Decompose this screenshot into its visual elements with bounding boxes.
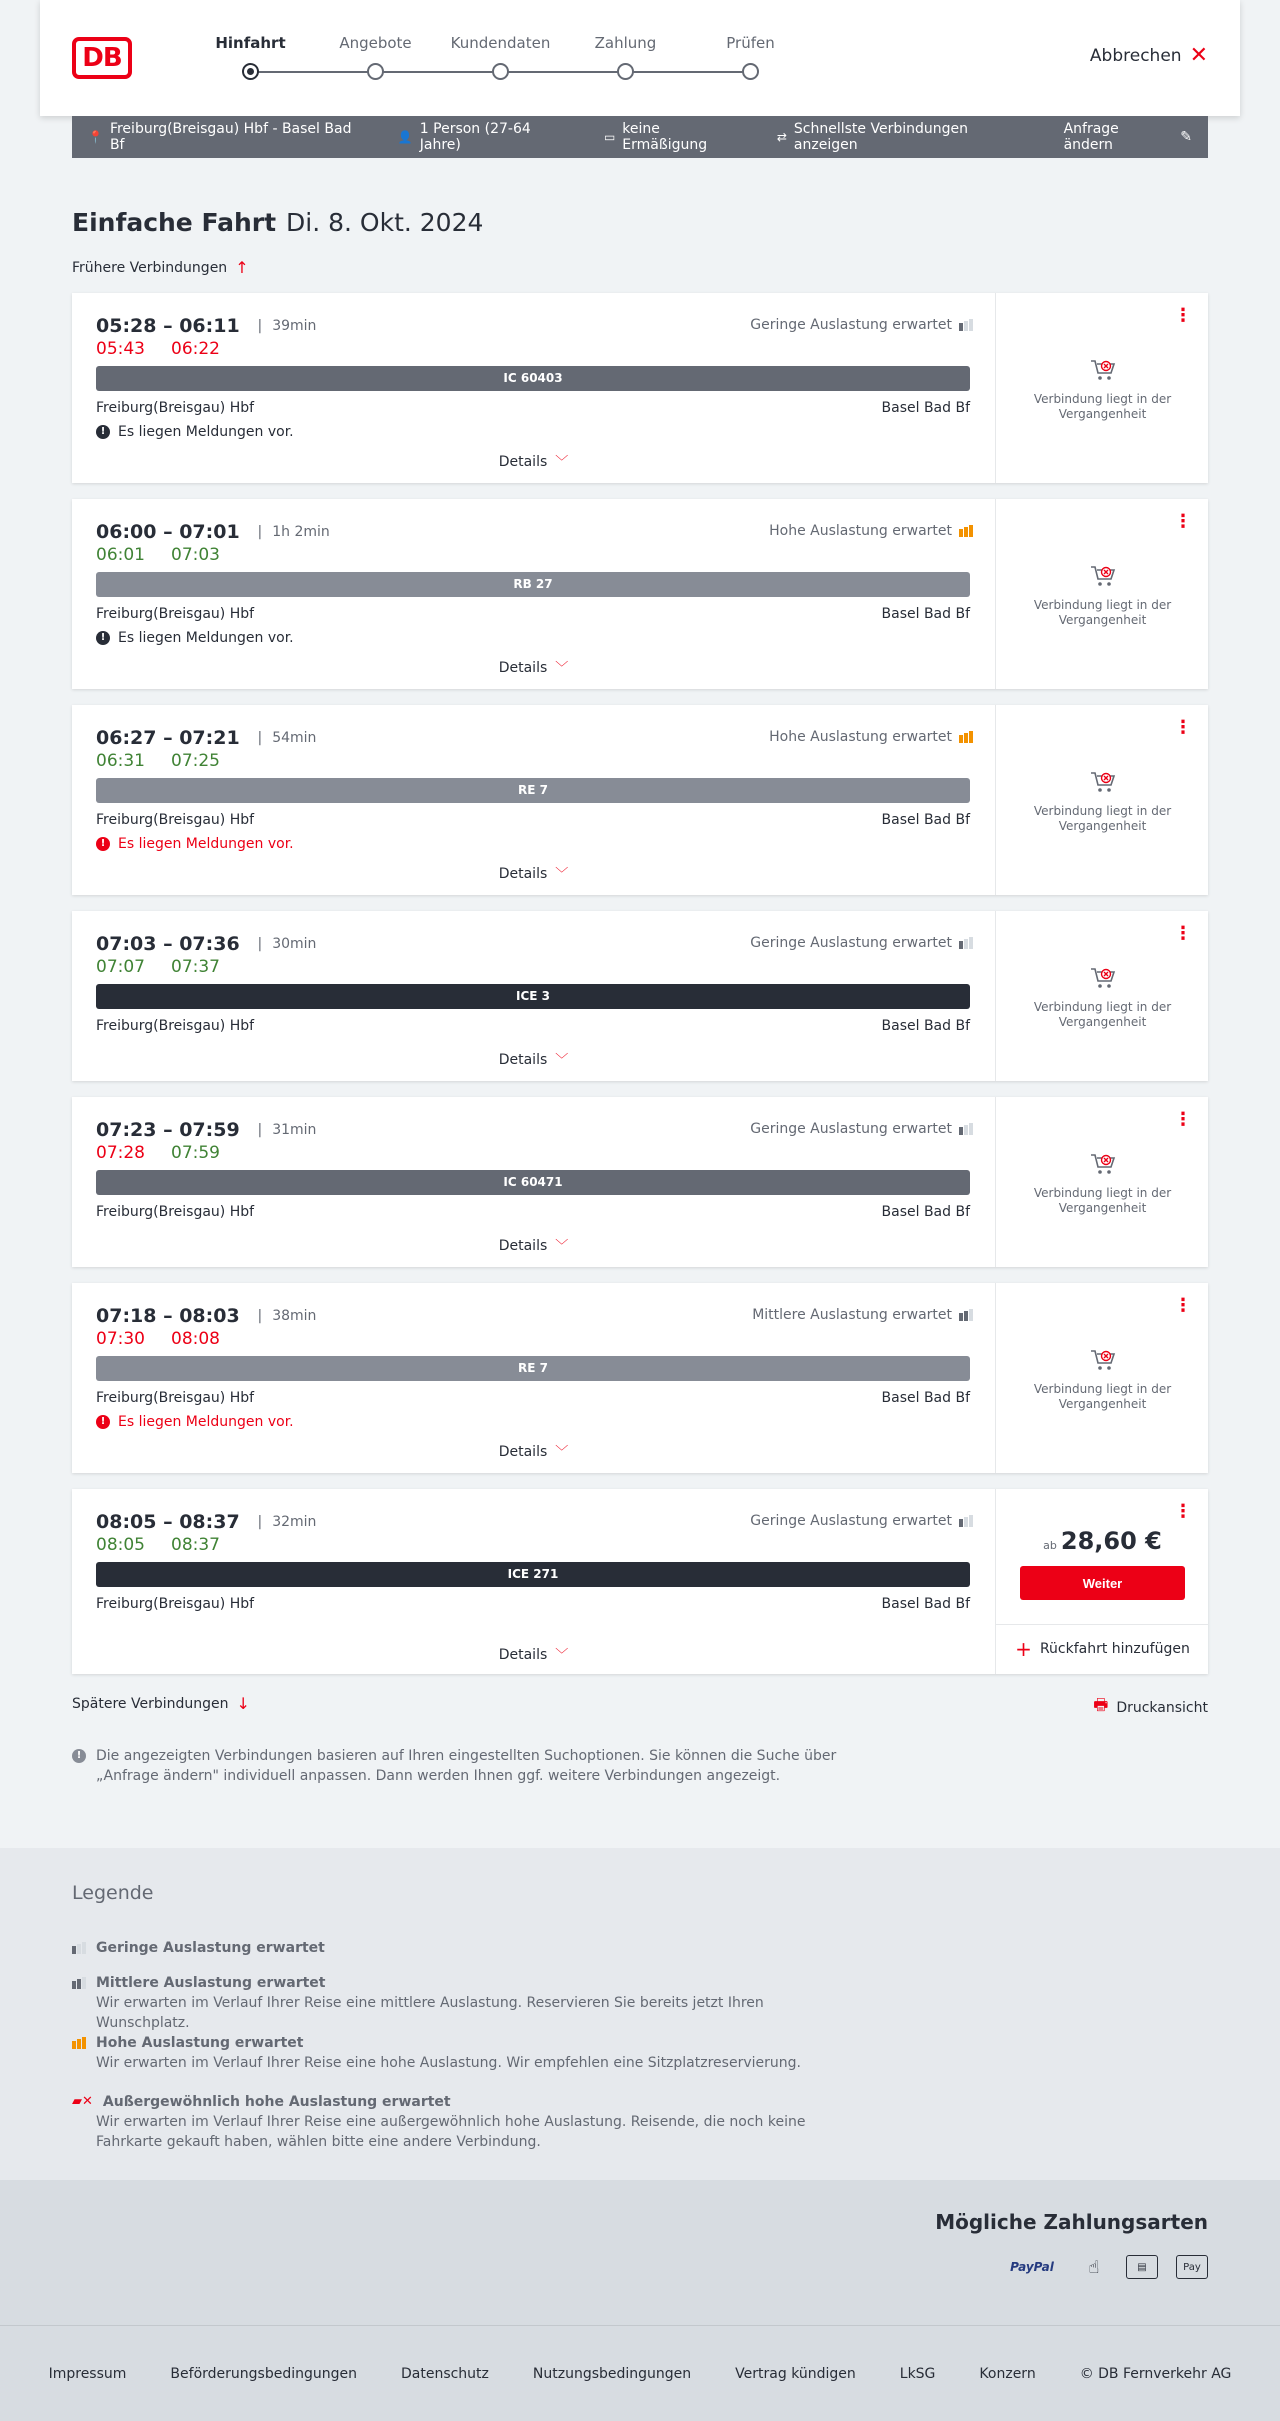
progress-steps (170, 34, 775, 84)
load-bar (969, 937, 973, 949)
footer (0, 2325, 1280, 2421)
load-bar (82, 1942, 86, 1954)
footer-link[interactable]: Vertrag kündigen (735, 2365, 856, 2382)
step-pruefen: Prüfen (726, 34, 775, 52)
load-bar (969, 525, 973, 537)
summary-option-text: Schnellste Verbindungen anzeigen (793, 121, 968, 153)
paypal-label: PayPal (1010, 2260, 1054, 2274)
legend-head (72, 2092, 852, 2112)
planned-times: 06:27 – 07:21 (96, 727, 240, 749)
load-bar (959, 1313, 963, 1321)
summary-option (777, 121, 1036, 153)
occupancy-icon (959, 319, 973, 331)
footer-link[interactable]: Konzern (979, 2365, 1036, 2382)
summary-discount-text: keine Ermäßigung (622, 121, 708, 153)
train-bar[interactable]: RE 7 (96, 1356, 970, 1381)
message-text: Es liegen Meldungen vor. (118, 836, 294, 852)
arrow-down-icon: ↓ (236, 1694, 250, 1713)
actual-times (96, 1329, 246, 1349)
connection-card (72, 911, 1208, 1081)
chevron-down-icon: ﹀ (555, 867, 569, 882)
past-connection-notice (996, 770, 1209, 834)
actual-arrival: 08:08 (171, 1329, 220, 1349)
actual-times (96, 957, 246, 977)
occupancy-label: Hohe Auslastung erwartet (769, 729, 952, 745)
planned-times: 07:03 – 07:36 (96, 933, 240, 955)
connection-main[interactable] (72, 293, 995, 483)
details-label: Details (498, 1444, 548, 1460)
occupancy-info (769, 523, 973, 539)
load-bar (969, 731, 973, 743)
details-label: Details (498, 1647, 548, 1663)
planned-times: 06:00 – 07:01 (96, 521, 240, 543)
load-bar (959, 941, 963, 949)
details-toggle[interactable] (72, 1441, 995, 1460)
load-bar (969, 1515, 973, 1527)
planned-times: 07:23 – 07:59 (96, 1119, 240, 1141)
load-bar (964, 321, 968, 331)
summary-passengers-text: 1 Person (27-64 Jahre) (419, 121, 531, 153)
train-bar[interactable]: ICE 271 (96, 1562, 970, 1587)
connection-card (72, 705, 1208, 895)
more-options-icon[interactable]: ⋮ (1174, 717, 1192, 738)
summary-route (88, 121, 370, 153)
duration: | 31min (258, 1122, 317, 1138)
stations (96, 812, 970, 828)
occupancy-label: Geringe Auslastung erwartet (750, 317, 952, 333)
actual-times (96, 1143, 246, 1163)
chevron-down-icon: ﹀ (555, 1445, 569, 1460)
footer-link[interactable]: Nutzungsbedingungen (532, 2365, 692, 2382)
connection-card (72, 1489, 1208, 1674)
train-bar[interactable]: RB 27 (96, 572, 970, 597)
occupancy-icon (959, 1515, 973, 1527)
payment-section (0, 2180, 1280, 2325)
paypal-icon (1002, 2255, 1062, 2279)
actual-departure: 07:28 (96, 1143, 145, 1163)
train-bar[interactable]: ICE 3 (96, 984, 970, 1009)
arrival-station: Basel Bad Bf (881, 400, 970, 416)
load-bar (964, 1311, 968, 1321)
earlier-connections-link[interactable] (72, 258, 249, 277)
duration: | 30min (258, 936, 317, 952)
details-toggle[interactable] (72, 451, 995, 470)
legend-section (0, 1848, 1280, 2180)
train-bar[interactable]: IC 60471 (96, 1170, 970, 1195)
footer-link[interactable]: Datenschutz (400, 2365, 489, 2382)
arrival-station: Basel Bad Bf (881, 812, 970, 828)
footer-link[interactable]: LkSG (899, 2365, 936, 2382)
connection-main[interactable] (72, 1489, 995, 1674)
actual-times (96, 545, 246, 565)
chevron-down-icon: ﹀ (555, 455, 569, 470)
load-bar (82, 1977, 86, 1989)
search-summary-bar (72, 116, 1208, 158)
page-title (72, 208, 483, 237)
load-bar (964, 1125, 968, 1135)
cart-unavailable-icon (1089, 966, 1117, 990)
stations (96, 1018, 970, 1034)
occupancy-label: Geringe Auslastung erwartet (750, 935, 952, 951)
cart-unavailable-icon (1089, 564, 1117, 588)
duration: | 1h 2min (258, 524, 330, 540)
message-text: Es liegen Meldungen vor. (118, 630, 294, 646)
arrow-up-icon: ↑ (235, 258, 249, 277)
connection-main[interactable] (72, 499, 995, 689)
arrival-station: Basel Bad Bf (881, 606, 970, 622)
duration: | 32min (258, 1514, 317, 1530)
offer-panel (995, 499, 1208, 689)
load-bar (72, 2041, 76, 2049)
close-icon: ✕ (1189, 43, 1208, 68)
apple-pay-icon (1176, 2255, 1208, 2279)
load-bar (969, 1309, 973, 1321)
occupancy-label: Mittlere Auslastung erwartet (752, 1307, 952, 1323)
message-notice (96, 836, 294, 852)
details-label: Details (498, 660, 548, 676)
load-bar (77, 1944, 81, 1954)
payment-icons (1002, 2255, 1208, 2279)
header (40, 0, 1240, 116)
occupancy-info (769, 729, 973, 745)
step-zahlung: Zahlung (594, 34, 657, 52)
add-return-trip-button[interactable] (996, 1624, 1209, 1672)
step-dot-kundendaten (492, 63, 509, 80)
departure-station: Freiburg(Breisgau) Hbf (96, 1390, 255, 1406)
actual-arrival: 07:03 (171, 545, 220, 565)
occupancy-label: Geringe Auslastung erwartet (750, 1513, 952, 1529)
footer-link[interactable]: © DB Fernverkehr AG (1079, 2365, 1232, 2382)
connection-card (72, 1097, 1208, 1267)
actual-arrival: 06:22 (171, 339, 220, 359)
past-connection-text: Verbindung liegt in der Vergangenheit (1033, 1382, 1172, 1411)
actual-departure: 07:30 (96, 1329, 145, 1349)
connection-card (72, 1283, 1208, 1473)
price (996, 1527, 1209, 1555)
earlier-connections-label: Frühere Verbindungen (72, 259, 228, 276)
load-bar (959, 529, 963, 537)
apple-pay-label: Pay (1183, 2261, 1201, 2273)
details-label: Details (498, 1238, 548, 1254)
load-bar (82, 2037, 86, 2049)
trip-date: Di. 8. Okt. 2024 (286, 208, 484, 237)
actual-departure: 08:05 (96, 1535, 145, 1555)
step-dot-angebote (367, 63, 384, 80)
legend-item (72, 2033, 852, 2073)
actual-times (96, 751, 246, 771)
more-options-icon[interactable]: ⋮ (1174, 1501, 1192, 1522)
arrival-station: Basel Bad Bf (881, 1390, 970, 1406)
departure-station: Freiburg(Breisgau) Hbf (96, 400, 255, 416)
payment-title: Mögliche Zahlungsarten (935, 2210, 1208, 2234)
connection-main[interactable] (72, 1283, 995, 1473)
occupancy-label: Hohe Auslastung erwartet (769, 523, 952, 539)
load-bar (72, 1946, 76, 1954)
occupancy-icon (72, 1942, 86, 1954)
chevron-down-icon: ﹀ (555, 1648, 569, 1663)
bahncard-icon: ▭ (603, 130, 616, 144)
details-label: Details (498, 866, 548, 882)
planned-times: 08:05 – 08:37 (96, 1511, 240, 1533)
past-connection-text: Verbindung liegt in der Vergangenheit (1033, 804, 1172, 833)
more-options-icon[interactable]: ⋮ (1174, 511, 1192, 532)
occupancy-icon (959, 1123, 973, 1135)
load-bar (969, 319, 973, 331)
actual-departure: 06:31 (96, 751, 145, 771)
departure-station: Freiburg(Breisgau) Hbf (96, 1018, 255, 1034)
add-return-trip-label: Rückfahrt hinzufügen (1039, 1640, 1190, 1657)
occupancy-icon (959, 1309, 973, 1321)
printer-icon: 🖶 (1093, 1695, 1109, 1714)
legend-item (72, 2092, 852, 2152)
offer-panel (995, 293, 1208, 483)
stations (96, 606, 970, 622)
load-bar (77, 1979, 81, 1989)
connection-card (72, 499, 1208, 689)
load-bar (77, 2039, 81, 2049)
step-dot-pruefen (742, 63, 759, 80)
load-bar (969, 1123, 973, 1135)
actual-arrival: 07:59 (171, 1143, 220, 1163)
connection-card (72, 293, 1208, 483)
actual-arrival: 07:25 (171, 751, 220, 771)
duration: | 54min (258, 730, 317, 746)
info-icon: ! (72, 1749, 86, 1763)
footer-link[interactable]: Impressum (48, 2365, 127, 2382)
connection-main[interactable] (72, 705, 995, 895)
more-options-icon[interactable]: ⋮ (1174, 923, 1192, 944)
past-connection-notice (996, 1348, 1209, 1412)
occupancy-icon (72, 1977, 86, 1989)
summary-discount (604, 121, 749, 153)
arrival-station: Basel Bad Bf (881, 1204, 970, 1220)
actual-departure: 05:43 (96, 339, 145, 359)
message-notice (96, 630, 294, 646)
offer-panel (995, 1097, 1208, 1267)
train-bar[interactable]: RE 7 (96, 778, 970, 803)
price-prefix: ab (1043, 1539, 1057, 1552)
print-view-label: Druckansicht (1116, 1699, 1208, 1716)
occupancy-icon (959, 731, 973, 743)
chevron-down-icon: ﹀ (555, 661, 569, 676)
summary-route-text: Freiburg(Breisgau) Hbf - Basel Bad Bf (109, 121, 352, 153)
past-connection-notice (996, 358, 1209, 422)
db-logo[interactable]: DB (72, 37, 132, 79)
legend-title: Legende (72, 1882, 154, 1904)
step-dot-zahlung (617, 63, 634, 80)
footer-link[interactable]: Beförderungsbedingungen (170, 2365, 357, 2382)
load-bar (72, 1981, 76, 1989)
edit-request-button[interactable] (1064, 121, 1192, 153)
details-toggle[interactable] (72, 1235, 995, 1254)
departure-station: Freiburg(Breisgau) Hbf (96, 1204, 255, 1220)
offer-panel (995, 911, 1208, 1081)
actual-departure: 07:07 (96, 957, 145, 977)
step-angebote: Angebote (339, 34, 412, 52)
load-bar (959, 1127, 963, 1135)
details-toggle[interactable] (72, 1049, 995, 1068)
step-kundendaten: Kundendaten (450, 34, 551, 52)
occupancy-info (750, 1121, 973, 1137)
alert-icon: ! (96, 425, 110, 439)
step-dot-hinfahrt (242, 63, 259, 80)
arrival-station: Basel Bad Bf (881, 1596, 970, 1612)
actual-arrival: 08:37 (171, 1535, 220, 1555)
past-connection-text: Verbindung liegt in der Vergangenheit (1033, 1000, 1172, 1029)
message-notice (96, 424, 294, 440)
legend-head (72, 1973, 852, 1993)
later-connections-link[interactable] (72, 1694, 250, 1713)
credit-card-icon: ▤ (1126, 2255, 1158, 2279)
legend-head (72, 2033, 852, 2053)
cancel-label: Abbrechen (1089, 46, 1182, 66)
occupancy-label: Geringe Auslastung erwartet (750, 1121, 952, 1137)
departure-station: Freiburg(Breisgau) Hbf (96, 812, 255, 828)
legend-head (72, 1938, 852, 1958)
legend-item (72, 1973, 852, 2033)
info-text: Die angezeigten Verbindungen basieren auf Ihren eingestellten Suchoptionen. Sie können die Suche über „Anfrage ändern" individuell anpassen. Dann werden Ihnen ggf. weitere Verbindungen angezeigt. (96, 1748, 837, 1784)
actual-departure: 06:01 (96, 545, 145, 565)
offer-panel (995, 705, 1208, 895)
info-note (72, 1746, 852, 1786)
past-connection-notice (996, 564, 1209, 628)
occupancy-info (750, 935, 973, 951)
plus-icon: + (1015, 1636, 1032, 1661)
details-label: Details (498, 1052, 548, 1068)
occupancy-exceptional-icon: ▰✕ (72, 2094, 93, 2109)
occupancy-info (752, 1307, 973, 1323)
connection-main[interactable] (72, 911, 995, 1081)
summary-passengers (398, 121, 576, 153)
legend-desc: Wir erwarten im Verlauf Ihrer Reise eine mittlere Auslastung. Reservieren Sie bereits jetzt Ihren Wunschplatz. (96, 1995, 764, 2031)
load-bar (964, 527, 968, 537)
sepa-debit-icon: ☝ (1088, 2256, 1100, 2278)
actual-arrival: 07:37 (171, 957, 220, 977)
load-bar (964, 733, 968, 743)
legend-head-text: Hohe Auslastung erwartet (96, 2035, 304, 2051)
legend-head-text: Mittlere Auslastung erwartet (96, 1975, 326, 1991)
details-label: Details (498, 454, 548, 470)
continue-button[interactable]: Weiter (1020, 1566, 1185, 1600)
legend-item (72, 1938, 852, 1958)
offer-panel (995, 1283, 1208, 1473)
message-text: Es liegen Meldungen vor. (118, 1414, 294, 1430)
details-toggle[interactable] (72, 1644, 995, 1663)
load-bar (964, 939, 968, 949)
legend-head-text: Geringe Auslastung erwartet (96, 1940, 325, 1956)
trip-type: Einfache Fahrt (72, 208, 277, 237)
swap-arrows-icon: ⇄ (776, 130, 787, 144)
print-view-link[interactable] (1093, 1694, 1208, 1721)
stations (96, 1204, 970, 1220)
cart-unavailable-icon (1089, 1348, 1117, 1372)
occupancy-icon (959, 525, 973, 537)
past-connection-notice (996, 1152, 1209, 1216)
occupancy-info (750, 1513, 973, 1529)
cancel-button[interactable] (1089, 43, 1208, 68)
chevron-down-icon: ﹀ (555, 1239, 569, 1254)
past-connection-text: Verbindung liegt in der Vergangenheit (1033, 598, 1172, 627)
arrival-station: Basel Bad Bf (881, 1018, 970, 1034)
load-bar (959, 323, 963, 331)
price-value: 28,60 € (1060, 1527, 1162, 1555)
load-bar (964, 1517, 968, 1527)
edit-request-label: Anfrage ändern (1063, 121, 1119, 153)
past-connection-text: Verbindung liegt in der Vergangenheit (1033, 392, 1172, 421)
departure-station: Freiburg(Breisgau) Hbf (96, 1596, 255, 1612)
pencil-icon: ✎ (1180, 129, 1193, 145)
cart-unavailable-icon (1089, 358, 1117, 382)
departure-station: Freiburg(Breisgau) Hbf (96, 606, 255, 622)
past-connection-notice (996, 966, 1209, 1030)
load-bar (959, 1519, 963, 1527)
more-options-icon[interactable]: ⋮ (1174, 305, 1192, 326)
chevron-down-icon: ﹀ (555, 1053, 569, 1068)
load-bar (959, 735, 963, 743)
occupancy-info (750, 317, 973, 333)
legend-desc: Wir erwarten im Verlauf Ihrer Reise eine außergewöhnlich hohe Auslastung. Reisende, die noch keine Fahrkarte gekauft haben, wählen bitte eine andere Verbindung. (96, 2114, 806, 2150)
stations (96, 400, 970, 416)
duration: | 39min (258, 318, 317, 334)
details-toggle[interactable] (72, 657, 995, 676)
message-text: Es liegen Meldungen vor. (118, 424, 294, 440)
cart-unavailable-icon (1089, 1152, 1117, 1176)
stations (96, 1390, 970, 1406)
step-hinfahrt: Hinfahrt (215, 34, 286, 52)
planned-times: 05:28 – 06:11 (96, 315, 240, 337)
location-pin-icon: 📍 (88, 130, 103, 144)
alert-icon: ! (96, 837, 110, 851)
offer-panel (995, 1489, 1208, 1674)
later-connections-label: Spätere Verbindungen (72, 1695, 229, 1712)
details-toggle[interactable] (72, 863, 995, 882)
stations (96, 1596, 970, 1612)
planned-times: 07:18 – 08:03 (96, 1305, 240, 1327)
actual-times (96, 339, 246, 359)
alert-icon: ! (96, 631, 110, 645)
legend-head-text: Außergewöhnlich hohe Auslastung erwartet (102, 2094, 451, 2110)
occupancy-icon (959, 937, 973, 949)
duration: | 38min (258, 1308, 317, 1324)
legend-desc: Wir erwarten im Verlauf Ihrer Reise eine hohe Auslastung. Wir empfehlen eine Sitzplatzreservierung. (96, 2055, 801, 2071)
message-notice (96, 1414, 294, 1430)
more-options-icon[interactable]: ⋮ (1174, 1109, 1192, 1130)
occupancy-icon (72, 2037, 86, 2049)
person-icon: 👤 (397, 130, 413, 144)
more-options-icon[interactable]: ⋮ (1174, 1295, 1192, 1316)
alert-icon: ! (96, 1415, 110, 1429)
actual-times (96, 1535, 246, 1555)
cart-unavailable-icon (1089, 770, 1117, 794)
past-connection-text: Verbindung liegt in der Vergangenheit (1033, 1186, 1172, 1215)
train-bar[interactable]: IC 60403 (96, 366, 970, 391)
connection-main[interactable] (72, 1097, 995, 1267)
